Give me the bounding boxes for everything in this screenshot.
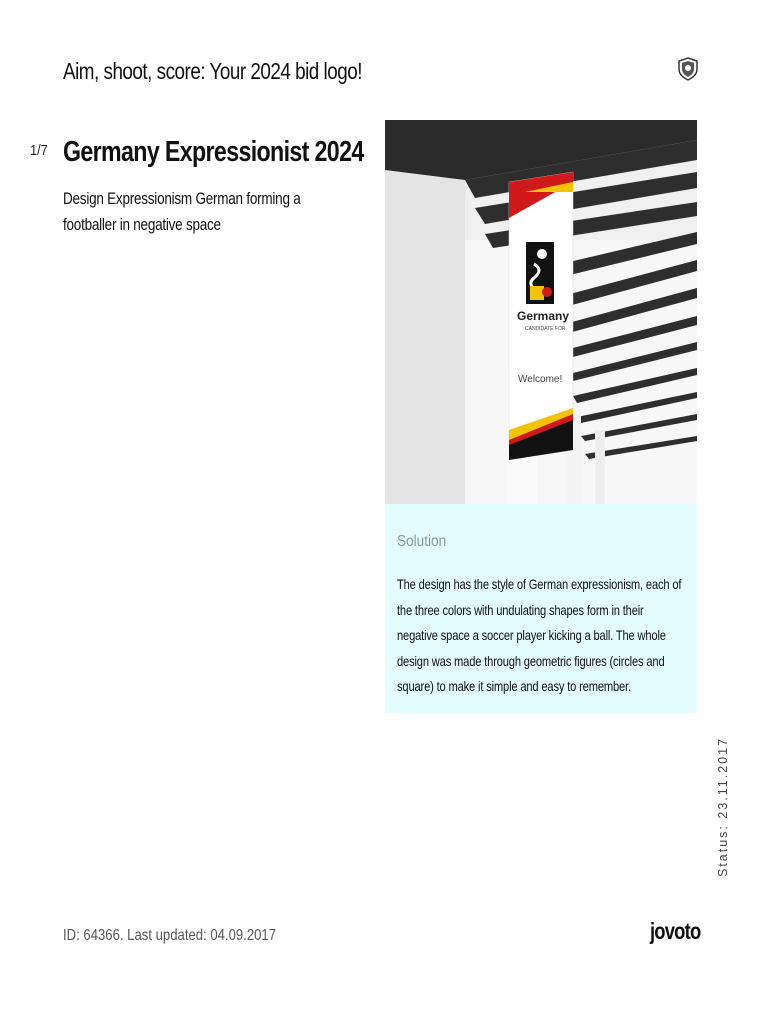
dfb-badge-icon (678, 57, 698, 81)
banner-title: Germany (517, 309, 570, 323)
solution-text: The design has the style of German expressionism, each of the three colors with undulating shapes form in their negative space a soccer player kicking a ball. The whole design was made through geometric figures (circles and square) to make it simple and easy to remember. (397, 577, 682, 694)
solution-box (385, 504, 697, 713)
page-header: Aim, shoot, score: Your 2024 bid logo! (63, 58, 362, 84)
status-date: Status: 23.11.2017 (716, 736, 730, 877)
jovoto-logo[interactable]: jovoto (650, 918, 701, 944)
page-number: 1/7 (30, 142, 48, 159)
solution-label: Solution (397, 533, 447, 550)
footer-id: ID: 64366. Last updated: 04.09.2017 (63, 927, 277, 944)
banner-caption: CANDIDATE FOR (525, 326, 566, 332)
entry-subtitle: Design Expressionism German forming a footballer in negative space (63, 190, 301, 234)
banner-mockup-photo (385, 120, 697, 504)
entry-title: Germany Expressionist 2024 (63, 136, 364, 168)
banner-welcome: Welcome! (518, 374, 563, 385)
